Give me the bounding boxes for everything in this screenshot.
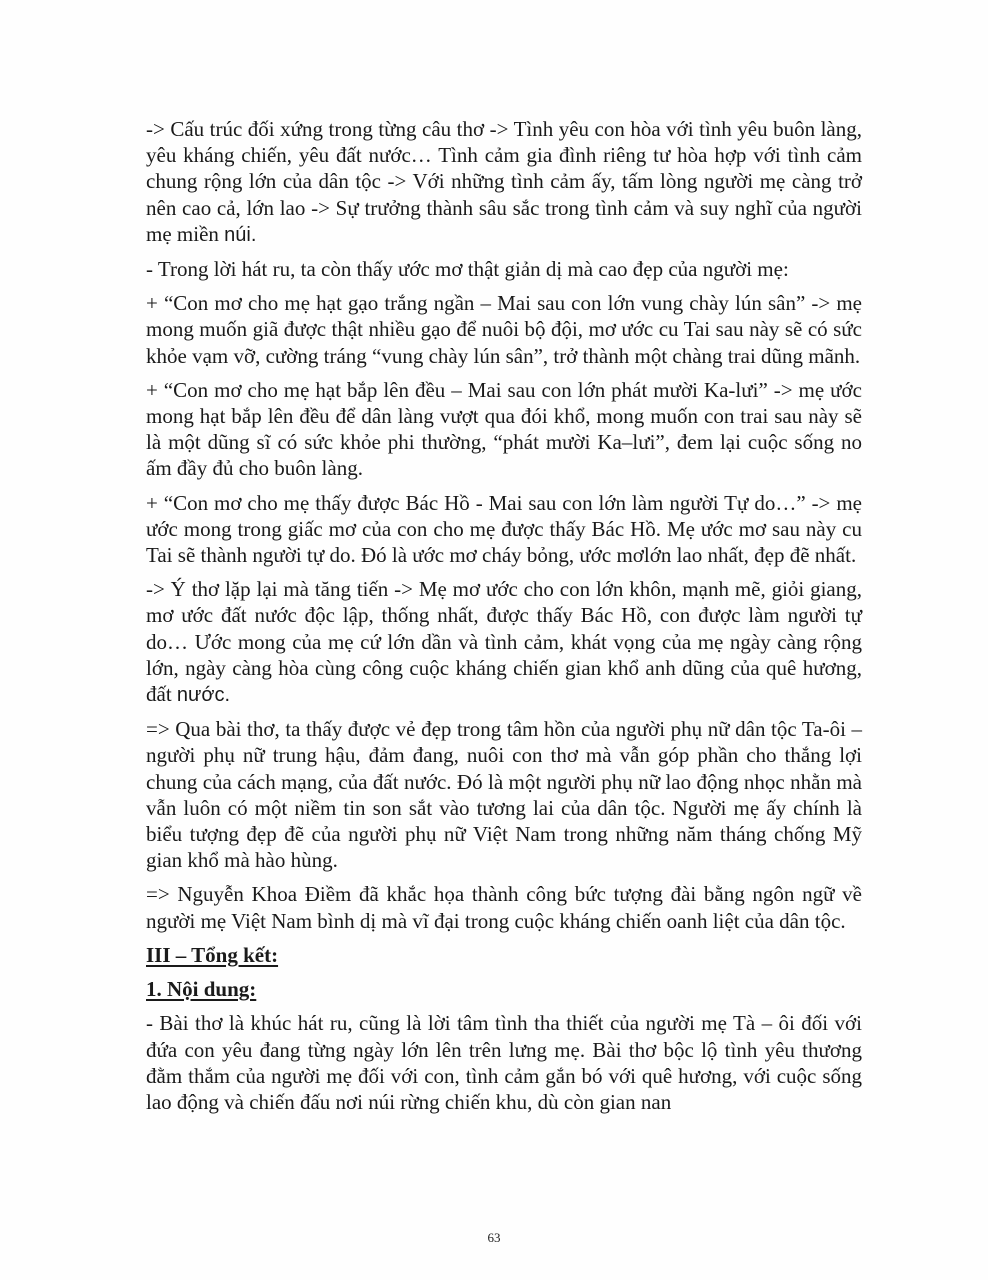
page-number: 63 bbox=[487, 1230, 501, 1245]
paragraph-rice-dream bbox=[146, 290, 862, 369]
section-heading: III – Tổng kết: bbox=[146, 942, 279, 967]
paragraph-text: + “Con mơ cho mẹ hạt bắp lên đều – Mai sau con lớn phát mười Ka-lưi” -> mẹ ước mong hạt bắp lên đều để dân làng vượt qua đói khổ, mong muốn con trai sau này sẽ là một dũng sĩ có sức khỏe phi thường, “phát mười Ka–lưi”, đem lại cuộc sống no ấm đầy đủ cho buôn làng. bbox=[146, 377, 862, 481]
paragraph-corn-dream bbox=[146, 377, 862, 482]
paragraph-text: + “Con mơ cho mẹ hạt gạo trắng ngần – Mai sau con lớn vung chày lún sân” -> mẹ mong muốn giã được thật nhiều gạo để nuôi bộ đội, mơ ước cu Tai sau này sẽ có sức khỏe vạm vỡ, cường tráng “vung chày lún sân”, trở thành một chàng trai dũng mãnh. bbox=[146, 291, 862, 368]
paragraph-text: -> Cấu trúc đối xứng trong từng câu thơ -> Tình yêu con hòa với tình yêu buôn làng, yêu kháng chiến, yêu đất nước… Tình cảm gia đình riêng tư hòa hợp với tình cảm chung rộng lớn của dân tộc -> Với những tình cảm ấy, tấm lòng người mẹ càng trở nên cao cả, lớn lao -> Sự trưởng thành sâu sắc trong tình cảm và suy nghĩ của người mẹ miền bbox=[146, 117, 862, 246]
paragraph-conclusion-author bbox=[146, 881, 862, 933]
paragraph-content-summary: - Bài thơ là khúc hát ru, cũng là lời tâm tình tha thiết của người mẹ Tà – ôi đối với đứa con yêu đang từng ngày lớn lên trên lưng mẹ. Bài thơ bộc lộ tình yêu thương đằm thắm của người mẹ đối với con, tình cảm gắn bó với quê hương, với cuộc sống lao động và chiến đấu nơi núi rừng chiến khu, dù còn gian nan bbox=[146, 1011, 862, 1114]
paragraph-text: + “Con mơ cho mẹ thấy được Bác Hồ - Mai sau con lớn làm người Tự do…” -> mẹ ước mong trong giấc mơ của con cho mẹ được thấy Bác Hồ. Mẹ ước mơ sau này cu Tai sẽ thành người tự do. Đó là ước mơ cháy bỏng, ước mơlớn lao nhất, đẹp đẽ nhất. bbox=[146, 490, 862, 568]
paragraph-uncle-ho-dream bbox=[146, 490, 862, 569]
paragraph-tail: nước. bbox=[176, 684, 231, 707]
paragraph-conclusion-beauty bbox=[146, 716, 862, 873]
paragraph-repetition bbox=[146, 576, 862, 708]
paragraph-tail: núi. bbox=[224, 223, 257, 246]
document-body bbox=[146, 116, 862, 1123]
subsection-heading: 1. Nội dung: bbox=[146, 977, 257, 1002]
paragraph-lullaby-dream bbox=[146, 256, 862, 282]
paragraph-text: => Qua bài thơ, ta thấy được vẻ đẹp trong tâm hồn của người phụ nữ dân tộc Ta-ôi – người phụ nữ trung hậu, đảm đang, nuôi con thơ mà vẫn góp phần cho thắng lợi chung của cách mạng, của đất nước. Đó là một người phụ nữ lao động nhọc nhằn mà vẫn luôn có một niềm tin son sắt vào tương lai của dân tộc. Người mẹ ấy chính là biểu tượng đẹp đẽ của người phụ nữ Việt Nam trong những năm tháng chống Mỹ gian khổ mà hào hùng. bbox=[146, 717, 862, 873]
paragraph-text: - Trong lời hát ru, ta còn thấy ước mơ thật giản dị mà cao đẹp của người mẹ: bbox=[146, 257, 789, 282]
paragraph-text: => Nguyễn Khoa Điềm đã khắc họa thành công bức tượng đài bằng ngôn ngữ về người mẹ Việt Nam bình dị mà vĩ đại trong cuộc kháng chiến oanh liệt của dân tộc. bbox=[146, 882, 862, 933]
paragraph-text: -> Ý thơ lặp lại mà tăng tiến -> Mẹ mơ ước cho con lớn khôn, mạnh mẽ, giỏi giang, mơ ước đất nước độc lập, thống nhất, được thấy Bác Hồ, con được làm người tự do… Ước mong của mẹ cứ lớn dần và tình cảm, khát vọng của mẹ ngày càng rộng lớn, ngày càng hòa cùng công cuộc kháng chiến gian khổ anh dũng của quê hương, đất bbox=[146, 577, 862, 707]
paragraph-symmetric-structure bbox=[146, 116, 862, 248]
